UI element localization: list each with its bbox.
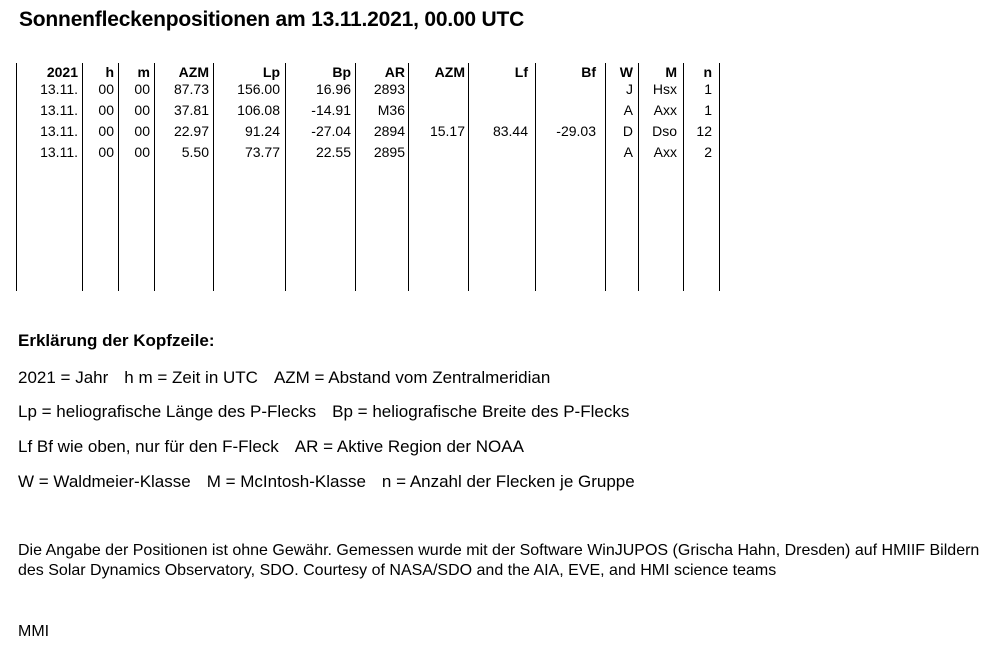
table-cell: 22.97	[173, 123, 209, 139]
column-header: AZM	[434, 64, 465, 80]
legend-item: Lf Bf wie oben, nur für den F-Fleck	[18, 437, 279, 456]
table-cell: D	[622, 123, 633, 139]
table-cell: 00	[98, 123, 114, 139]
table-cell: Axx	[653, 102, 677, 118]
table-cell: 16.96	[315, 81, 351, 97]
table-cell: M36	[377, 102, 405, 118]
column-header: M	[665, 64, 677, 80]
table-cell: A	[623, 144, 633, 160]
table-cell: 12	[696, 123, 712, 139]
column-header: h	[105, 64, 114, 80]
column-divider	[408, 63, 409, 291]
column-header: Bf	[581, 64, 596, 80]
table-cell: 5.50	[181, 144, 209, 160]
table-cell: Dso	[652, 123, 677, 139]
legend-item: n = Anzahl der Flecken je Gruppe	[381, 472, 635, 491]
legend-item: AZM = Abstand vom Zentralmeridian	[273, 368, 551, 387]
legend-line-1	[18, 368, 550, 388]
legend-item: h m = Zeit in UTC	[124, 368, 258, 387]
table-cell: 87.73	[173, 81, 209, 97]
table-cell: 91.24	[244, 123, 280, 139]
table-cell: -29.03	[556, 123, 596, 139]
legend-line-2	[18, 402, 629, 422]
column-header: AR	[384, 64, 405, 80]
signature: MMI	[18, 623, 50, 640]
table-cell: Hsx	[652, 81, 677, 97]
table-cell: 00	[134, 123, 150, 139]
table-cell: 106.08	[237, 102, 280, 118]
table-cell: 156.00	[237, 81, 280, 97]
table-cell: 2	[704, 144, 712, 160]
legend-item: 2021 = Jahr	[18, 368, 109, 387]
table-cell: 2893	[373, 81, 405, 97]
legend-title: Erklärung der Kopfzeile:	[18, 331, 215, 350]
legend-line-3	[18, 437, 524, 457]
table-cell: 00	[134, 102, 150, 118]
table-cell: 00	[134, 144, 150, 160]
legend-item: W = Waldmeier-Klasse	[18, 472, 191, 491]
column-divider	[468, 63, 469, 291]
table-cell: 13.11.	[40, 102, 78, 118]
column-header: Lp	[262, 64, 280, 80]
table-cell: A	[623, 102, 633, 118]
table-cell: 83.44	[492, 123, 528, 139]
table-cell: Axx	[653, 144, 677, 160]
table-cell: 00	[134, 81, 150, 97]
table-cell: 1	[704, 102, 712, 118]
column-header: m	[137, 64, 150, 80]
table-cell: 13.11.	[40, 144, 78, 160]
table-cell: 2894	[373, 123, 405, 139]
table-cell: 00	[98, 144, 114, 160]
column-header: 2021	[46, 64, 78, 80]
table-cell: 13.11.	[40, 123, 78, 139]
legend-line-4	[18, 472, 635, 492]
table-cell: 73.77	[244, 144, 280, 160]
column-header: W	[619, 64, 633, 80]
table-cell: 15.17	[429, 123, 465, 139]
table-cell: 13.11.	[40, 81, 78, 97]
table-cell: 37.81	[173, 102, 209, 118]
table-cell: 1	[704, 81, 712, 97]
column-header: AZM	[178, 64, 209, 80]
column-header: Bp	[332, 64, 351, 80]
column-header: Lf	[514, 64, 528, 80]
disclaimer-text: Die Angabe der Positionen ist ohne Gewähr. Gemessen wurde mit der Software WinJUPOS (Grischa Hahn, Dresden) auf HMIIF Bildern des Solar Dynamics Observatory, SDO. Courtesy of NASA/SDO and the AIA, EVE, and HMI science teams	[18, 542, 980, 579]
table-cell: 00	[98, 102, 114, 118]
column-divider	[719, 63, 720, 291]
legend-item: Bp = heliografische Breite des P-Flecks	[332, 402, 630, 421]
legend-item: Lp = heliografische Länge des P-Flecks	[18, 402, 317, 421]
table-cell: J	[626, 81, 633, 97]
table-cell: 00	[98, 81, 114, 97]
legend-item: M = McIntosh-Klasse	[206, 472, 366, 491]
table-cell: -14.91	[311, 102, 351, 118]
page-title: Sonnenfleckenpositionen am 13.11.2021, 00.00 UTC	[19, 8, 525, 31]
table-cell: 22.55	[315, 144, 351, 160]
sunspot-table	[16, 63, 721, 291]
table-cell: -27.04	[311, 123, 351, 139]
legend-item: AR = Aktive Region der NOAA	[294, 437, 524, 456]
column-header: n	[703, 64, 712, 80]
column-divider	[535, 63, 536, 291]
table-cell: 2895	[373, 144, 405, 160]
